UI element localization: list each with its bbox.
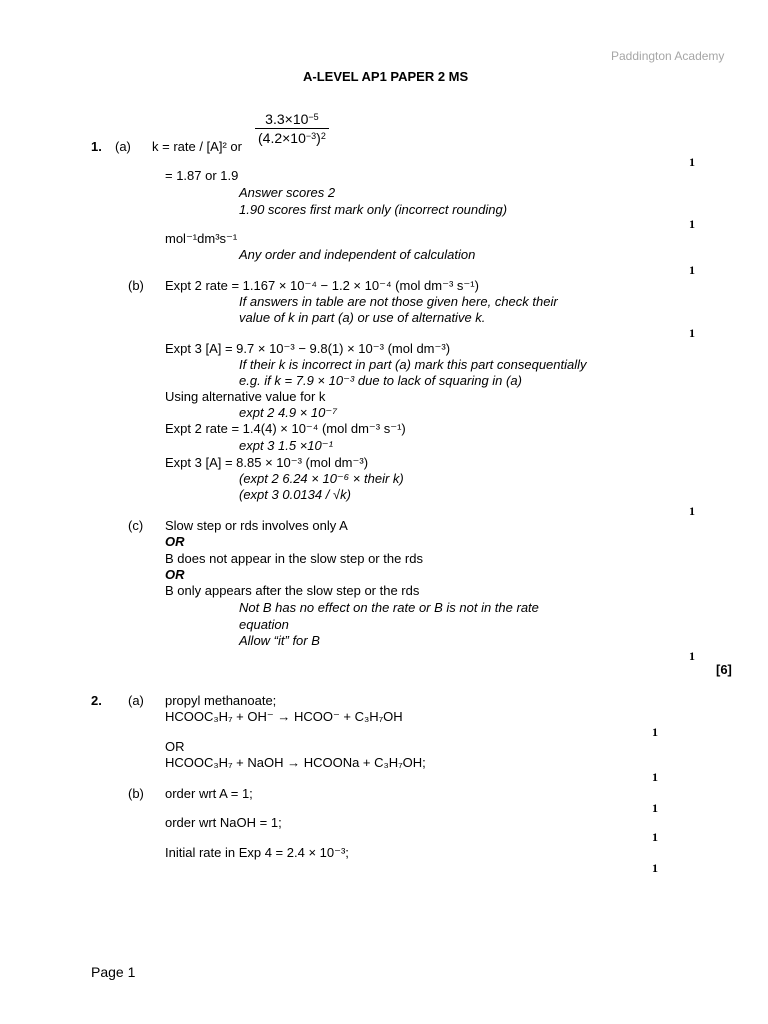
q2b-line: order wrt A = 1; [165,786,253,801]
mark: 1 [689,263,695,277]
fraction-bar [255,128,329,129]
q1-part-c-label: (c) [128,518,144,533]
q1b-alt-intro: Using alternative value for k [165,389,326,404]
rate-constant-fraction [255,111,329,146]
q1c-line: B only appears after the slow step or the rds [165,583,420,598]
q2a-equation: HCOOC₃H₇ + OH⁻ → HCOO⁻ + C₃H₇OH [165,709,403,724]
q1b-alt: Expt 3 [A] = 8.85 × 10⁻³ (mol dm⁻³) [165,455,369,470]
document-title: A-LEVEL AP1 PAPER 2 MS [303,69,469,84]
q1a-units: mol⁻¹dm³s⁻¹ [165,231,238,246]
q1a-note: Answer scores 2 [239,185,336,200]
mark: 1 [689,217,695,231]
question-2-number: 2. [91,693,102,708]
q1a-note: Any order and independent of calculation [239,247,476,262]
q1b-alt: Expt 2 rate = 1.4(4) × 10⁻⁴ (mol dm⁻³ s⁻¹) [165,421,406,436]
mark: 1 [652,770,658,784]
mark: 1 [689,649,695,663]
q1-part-b-label: (b) [128,278,144,293]
mark: 1 [652,830,658,844]
fraction-denominator: $(4.2\times 10^{-3})^2$ [258,130,326,146]
q1-part-a-label: (a) [115,139,131,154]
q1-total-marks: [6] [716,662,732,677]
q1b-note: value of k in part (a) or use of alternative k. [239,310,486,325]
school-name: Paddington Academy [611,49,725,63]
q2b-line: Initial rate in Exp 4 = 2.4 × 10⁻³; [165,845,349,860]
mark: 1 [689,326,695,340]
q2a-or: OR [165,739,185,754]
q1b-line: Expt 2 rate = 1.167 × 10⁻⁴ − 1.2 × 10⁻⁴ (mol dm⁻³ s⁻¹) [165,278,479,293]
q1c-or: OR [165,567,185,582]
q1c-or: OR [165,534,185,549]
q1b-alt: (expt 2 6.24 × 10⁻⁶ × their k) [239,471,404,486]
q1c-note: equation [239,617,289,632]
q1b-alt: expt 3 1.5 ×10⁻¹ [239,438,333,453]
q2-part-b-label: (b) [128,786,144,801]
q1b-note: If their k is incorrect in part (a) mark this part consequentially [239,357,587,372]
q1b-alt: (expt 3 0.0134 / √k) [239,487,351,502]
q1c-note: Not B has no effect on the rate or B is not in the rate [239,600,539,615]
q2b-line: order wrt NaOH = 1; [165,815,282,830]
q1b-note: If answers in table are not those given here, check their [239,294,558,309]
q1c-line: Slow step or rds involves only A [165,518,348,533]
q1c-note: Allow “it” for B [239,633,320,648]
q1c-line: B does not appear in the slow step or the rds [165,551,423,566]
q1b-note: e.g. if k = 7.9 × 10⁻³ due to lack of squaring in (a) [239,373,522,388]
q2a-equation: HCOOC₃H₇ + NaOH → HCOONa + C₃H₇OH; [165,755,426,770]
mark: 1 [652,725,658,739]
q1a-expression: k = rate / [A]² or [152,139,242,154]
mark: 1 [652,861,658,875]
q1a-answer: = 1.87 or 1.9 [165,168,239,183]
q1b-line: Expt 3 [A] = 9.7 × 10⁻³ − 9.8(1) × 10⁻³ (mol dm⁻³) [165,341,451,356]
mark: 1 [689,155,695,169]
q1b-alt: expt 2 4.9 × 10⁻⁷ [239,405,338,420]
fraction-numerator: $3.3\times 10^{-5}$ [265,111,319,127]
q2-part-a-label: (a) [128,693,144,708]
q2a-line: propyl methanoate; [165,693,277,708]
q1a-note: 1.90 scores first mark only (incorrect rounding) [239,202,508,217]
page-number: Page 1 [91,964,136,980]
mark: 1 [652,801,658,815]
mark: 1 [689,504,695,518]
question-1-number: 1. [91,139,102,154]
